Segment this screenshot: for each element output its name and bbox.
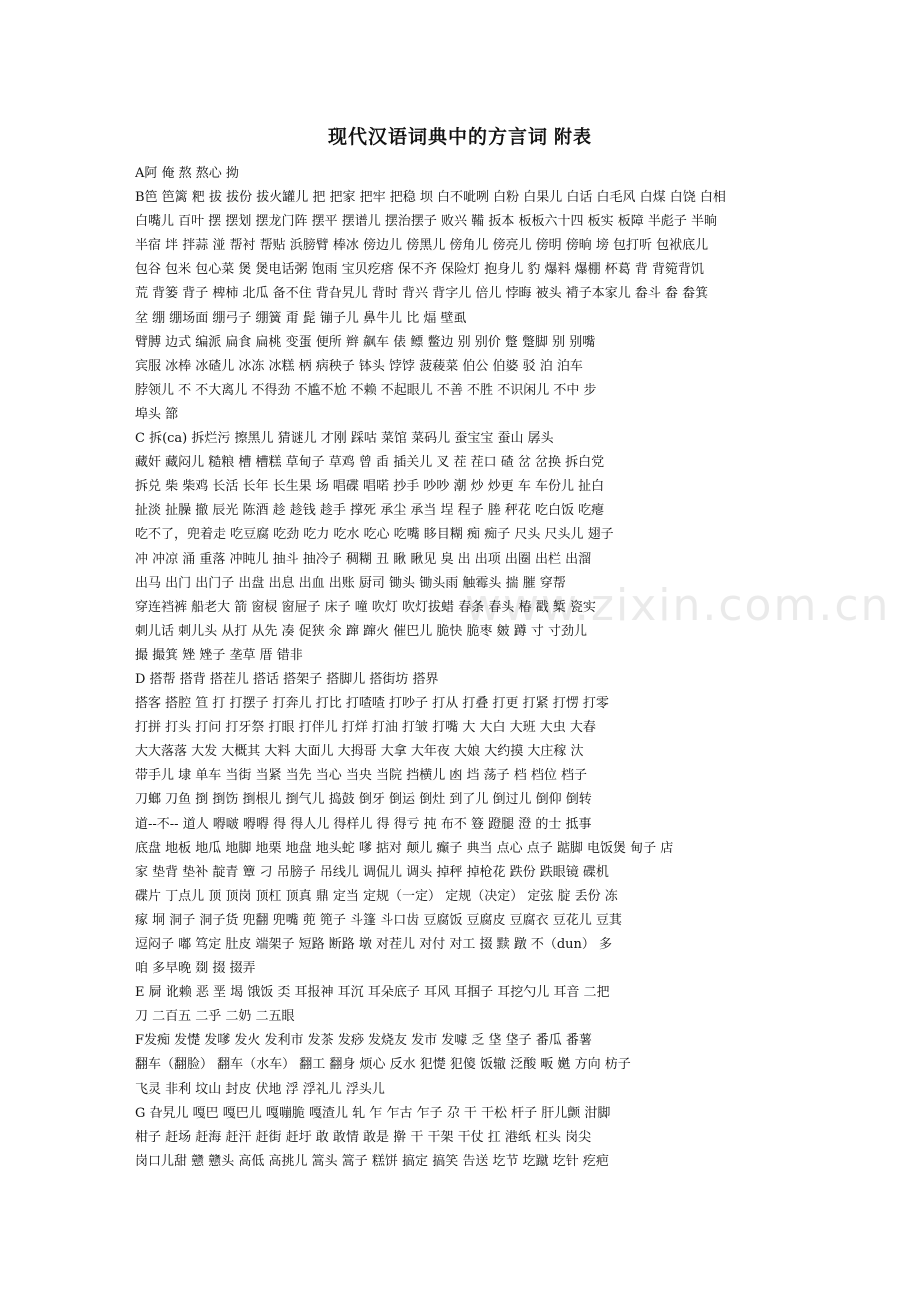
text-line: 宾服 冰棒 冰碴儿 冰冻 冰糕 柄 病秧子 钵头 饽饽 菠薐菜 伯公 伯婆 驳 泊 泊车: [135, 358, 583, 374]
text-line: 岗口儿甜 戆 戆头 高低 高挑儿 篙头 篙子 糕饼 搞定 搞笑 告送 圪节 圪蹴 圪针 疙疤: [135, 1153, 609, 1169]
text-line: 碟片 丁点儿 顶 顶岗 顶杠 顶真 鼎 定当 定规（一定） 定规（决定） 定弦 腚 丢份 冻: [135, 888, 618, 904]
text-line: 搭客 搭腔 笪 打 打摆子 打奔儿 打比 打喳喳 打吵子 打从 打叠 打更 打紧 打愣 打零: [135, 696, 609, 712]
dialect-word-list: [135, 162, 795, 1174]
text-line: 包谷 包米 包心菜 煲 煲电话粥 饱雨 宝贝疙瘩 保不齐 保险灯 抱身儿 豹 爆料 爆棚 杯葛 背 背箢背饥: [135, 262, 704, 278]
text-line: F发痴 发憷 发嗲 发火 发利市 发茶 发痧 发烧友 发市 发噱 乏 垡 垡子 番瓜 番薯: [135, 1033, 592, 1049]
text-line: 扯淡 扯臊 撤 辰光 陈酒 趁 趁钱 趁手 撑死 承尘 承当 埕 程子 塍 秤花 吃白饭 吃瘪: [135, 503, 605, 519]
text-line: 逗闷子 嘟 笃定 肚皮 端架子 短路 断路 墩 对茬儿 对付 对工 掇 黩 蹾 不（dun） 多: [135, 937, 613, 952]
text-line: 咱 多早晚 剟 掇 掇弄: [135, 961, 256, 977]
text-line: 藏奸 藏闷儿 糙粮 槽 槽糕 草甸子 草鸡 曾 臿 插关儿 叉 茬 茬口 碴 岔 岔换 拆白党: [135, 455, 605, 471]
text-line: G 旮旯儿 嘎巴 嘎巴儿 嘎嘣脆 嘎渣儿 轧 乍 乍古 乍子 尕 干 干松 杆子 肝儿颤 泔脚: [135, 1105, 611, 1121]
title-main: 现代汉语词典中的方言词: [327, 126, 548, 148]
text-line: 穿连裆裤 船老大 箭 窗棂 窗屉子 床子 噇 吹灯 吹灯拔蜡 春条 春头 椿 戳 椠 瓷实: [135, 599, 596, 615]
text-line: C 拆(ca) 拆烂污 擦黑儿 猜谜儿 才刚 踩咕 菜馆 菜码儿 蚕宝宝 蚕山 孱头: [135, 431, 554, 447]
text-line: 吃不了，兜着走 吃豆腐 吃劲 吃力 吃水 吃心 吃嘴 眵目糊 痴 痴子 尺头 尺头儿 翅子: [135, 527, 614, 543]
text-line: D 搭帮 搭背 搭茬儿 搭话 搭架子 搭脚儿 搭街坊 搭界: [135, 671, 439, 687]
text-line: A阿 俺 熬 熬心 拗: [135, 166, 239, 181]
title-suffix: 附表: [554, 127, 592, 148]
text-line: 撮 撮箕 矬 矬子 垄草 厝 错非: [135, 647, 303, 663]
text-line: 底盘 地板 地瓜 地脚 地栗 地盘 地头蛇 嗲 掂对 颠儿 癫子 典当 点心 点子 踮脚 电饭煲 甸子 店: [135, 840, 674, 856]
text-line: 道--不-- 道人 嘚啵 嘚嘚 得 得人儿 得样儿 得 得亏 扽 布不 簦 蹬腿 澄 的士 抵事: [135, 816, 592, 832]
text-line: 翻车（翻脸） 翻车（水车） 翻工 翻身 烦心 反水 犯憷 犯傻 饭辙 泛酸 畈 嬎 方向 枋子: [135, 1057, 631, 1073]
text-line: 埠头 篰: [135, 406, 179, 422]
text-line: 打拼 打头 打问 打牙祭 打眼 打伴儿 打烊 打油 打皱 打嘴 大 大白 大班 大虫 大春: [135, 720, 596, 736]
text-line: 脖领儿 不 不大离儿 不得劲 不尴不尬 不赖 不起眼儿 不善 不胜 不识闲儿 不中 步: [135, 382, 597, 398]
text-line: 柑子 赶场 赶海 赶汗 赶街 赶圩 敢 敢情 敢是 擀 干 干架 干仗 扛 港纸 杠头 岗尖: [135, 1129, 592, 1145]
text-line: 大大落落 大发 大概其 大料 大面儿 大拇哥 大拿 大年夜 大娘 大约摸 大庄稼 汏: [135, 744, 584, 760]
text-line: 荒 背篓 背子 椑柿 北瓜 备不住 背旮旯儿 背时 背兴 背字儿 倍儿 悖晦 被头 褙子本家儿 畚斗 畚 畚箕: [135, 286, 709, 302]
text-line: 半宿 坢 拌蒜 湴 帮衬 帮贴 浜膀臂 棒冰 傍边儿 傍黑儿 傍角儿 傍亮儿 傍明 傍晌 塝 包打听 包袱底儿: [135, 238, 709, 254]
text-line: 拆兑 柴 柴鸡 长活 长年 长生果 场 唱碟 唱喏 抄手 吵吵 潮 炒 炒更 车 车份儿 扯白: [135, 479, 605, 495]
text-line: 臂膊 边式 编派 扁食 扁桃 变蛋 便所 辫 飙车 俵 鳔 鳖边 别 别价 蹩 蹩脚 别 别嘴: [135, 334, 596, 350]
text-line: 瘃 垌 洞子 洞子货 兜翻 兜嘴 蔸 篼子 斗篷 斗口齿 豆腐饭 豆腐皮 豆腐衣 豆花儿 豆萁: [135, 912, 622, 928]
text-line: 冲 冲凉 涌 重落 冲盹儿 抽斗 抽冷子 稠糊 丑 瞅 瞅见 臭 出 出项 出圈 出栏 出溜: [135, 551, 592, 567]
text-line: B笆 笆篱 粑 拔 拔份 拔火罐儿 把 把家 把牢 把稳 坝 白不呲咧 白粉 白果儿 白话 白毛风 白煤 白饶 白相: [135, 190, 726, 206]
text-line: 家 垫背 垫补 靛青 簟 刁 吊膀子 吊线儿 调侃儿 调头 掉秤 掉枪花 跌份 跌眼镜 碟机: [135, 864, 609, 880]
page-title: [0, 122, 920, 149]
text-line: 飞灵 非利 坟山 封皮 伏地 浮 浮礼儿 浮头儿: [135, 1081, 385, 1097]
text-line: 刀螂 刀鱼 捯 捯饬 捯根儿 捯气儿 捣鼓 倒牙 倒运 倒灶 到了儿 倒过儿 倒仰 倒转: [135, 792, 592, 808]
text-line: 带手儿 埭 单车 当街 当紧 当先 当心 当央 当院 挡横儿 凼 垱 荡子 档 档位 档子: [135, 768, 587, 784]
text-line: 白嘴儿 百叶 摆 摆划 摆龙门阵 摆平 摆谱儿 摆治摆子 败兴 鞴 扳本 板板六十四 板实 板障 半彪子 半晌: [135, 214, 717, 230]
text-line: 刺儿话 刺儿头 从打 从先 凑 促狭 氽 蹿 蹿火 催巴儿 脆快 脆枣 皴 蹲 寸 寸劲儿: [135, 623, 587, 639]
text-line: 出马 出门 出门子 出盘 出息 出血 出账 厨司 锄头 锄头雨 触霉头 揣 膗 穿帮: [135, 575, 566, 591]
text-line: 刀 二百五 二乎 二奶 二五眼: [135, 1009, 295, 1025]
watermark: www.zixin.com.cn: [465, 580, 891, 631]
text-line: E 屙 讹赖 恶 垩 堨 饿饭 奀 耳报神 耳沉 耳朵底子 耳风 耳掴子 耳挖勺儿 耳音 二把: [135, 985, 610, 1001]
text-line: 坌 绷 绷场面 绷弓子 绷簧 甭 髭 镚子儿 鼻牛儿 比 煏 壁虱: [135, 310, 467, 326]
